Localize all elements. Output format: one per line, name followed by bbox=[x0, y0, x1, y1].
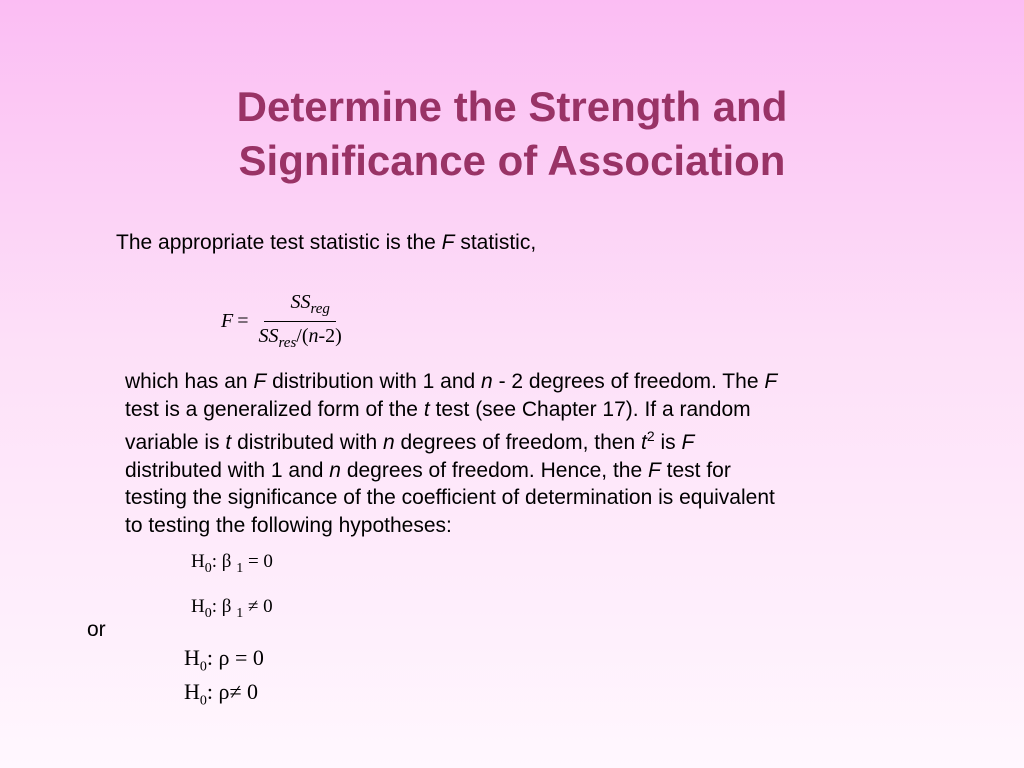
formula-fraction bbox=[255, 291, 346, 352]
hypothesis-alt-rho bbox=[184, 679, 258, 709]
text-run: : ρ bbox=[206, 679, 230, 704]
numerator-subscript: reg bbox=[310, 301, 330, 317]
text-run: degrees of freedom, then bbox=[394, 431, 641, 454]
text-run: t bbox=[641, 431, 647, 454]
denominator-tail: -2) bbox=[318, 325, 342, 347]
paragraph-line-6: to testing the following hypotheses: bbox=[125, 513, 452, 537]
paragraph-line-4 bbox=[125, 457, 925, 485]
intro-text bbox=[116, 229, 536, 256]
text-run: H bbox=[191, 596, 205, 617]
text-run: n bbox=[329, 458, 341, 482]
text-run: is bbox=[654, 431, 682, 454]
text-run: distributed with 1 and bbox=[125, 458, 330, 482]
hypothesis-alt-beta bbox=[191, 596, 273, 622]
subscript: 1 bbox=[236, 560, 244, 576]
text-run: t bbox=[225, 431, 232, 454]
text-run: variable is bbox=[125, 431, 226, 454]
subscript: 0 bbox=[204, 560, 212, 576]
explanation-paragraph bbox=[125, 368, 925, 539]
title-line-2: Significance of Association bbox=[238, 137, 786, 184]
slide-title bbox=[0, 80, 1024, 188]
subscript: 0 bbox=[199, 659, 207, 675]
text-run: F bbox=[681, 431, 695, 454]
intro-before: The appropriate test statistic is the bbox=[116, 231, 442, 254]
formula-denominator bbox=[255, 322, 346, 352]
text-run: distribution with 1 and bbox=[266, 370, 482, 393]
text-run: H bbox=[184, 645, 200, 670]
text-run: ≠ 0 bbox=[229, 679, 259, 704]
or-label: or bbox=[87, 618, 106, 641]
hypothesis-null-rho bbox=[184, 645, 264, 675]
intro-after: statistic, bbox=[454, 231, 537, 254]
text-run: test for bbox=[660, 458, 731, 482]
denominator-subscript: res bbox=[278, 335, 297, 351]
text-run: : ρ bbox=[206, 645, 230, 670]
text-run: distributed with bbox=[231, 431, 383, 454]
text-run: F bbox=[648, 458, 661, 482]
title-line-1: Determine the Strength and bbox=[236, 83, 788, 130]
text-run: t bbox=[423, 397, 430, 421]
f-statistic-formula bbox=[221, 291, 346, 352]
hypothesis-null-beta bbox=[191, 551, 273, 577]
subscript: 1 bbox=[236, 605, 244, 621]
text-run: = 0 bbox=[243, 551, 273, 572]
formula-numerator bbox=[264, 291, 335, 322]
paragraph-line-5: testing the significance of the coefficient of determination is equivalent bbox=[125, 486, 775, 509]
text-run: which has an bbox=[125, 370, 254, 393]
text-run: degrees of freedom. Hence, the bbox=[340, 458, 648, 482]
intro-variable: F bbox=[441, 231, 455, 254]
text-run: test (see Chapter 17). If a random bbox=[429, 397, 751, 421]
paragraph-line-2 bbox=[125, 396, 925, 424]
text-run: = 0 bbox=[229, 645, 264, 670]
text-run: n bbox=[481, 370, 493, 393]
text-run: H bbox=[191, 551, 205, 572]
text-run: n bbox=[382, 431, 395, 454]
numerator-base: SS bbox=[290, 291, 311, 313]
text-run: F bbox=[764, 370, 778, 393]
superscript: 2 bbox=[646, 428, 655, 444]
subscript: 0 bbox=[199, 693, 207, 709]
denominator-base: SS bbox=[258, 325, 279, 347]
subscript: 0 bbox=[204, 605, 212, 621]
text-run: : β bbox=[211, 551, 232, 572]
paragraph-line-1 bbox=[125, 368, 925, 396]
text-run: : β bbox=[211, 596, 232, 617]
denominator-slash: /( bbox=[296, 325, 309, 347]
text-run: H bbox=[184, 679, 200, 704]
text-run: ≠ 0 bbox=[243, 596, 273, 617]
text-run: - 2 degrees of freedom. The bbox=[492, 370, 765, 393]
formula-lhs: F bbox=[221, 310, 234, 332]
denominator-n: n bbox=[308, 325, 319, 347]
paragraph-line-3 bbox=[125, 423, 925, 457]
formula-equals: = bbox=[237, 310, 249, 332]
text-run: test is a generalized form of the bbox=[125, 397, 424, 421]
text-run: F bbox=[253, 370, 267, 393]
